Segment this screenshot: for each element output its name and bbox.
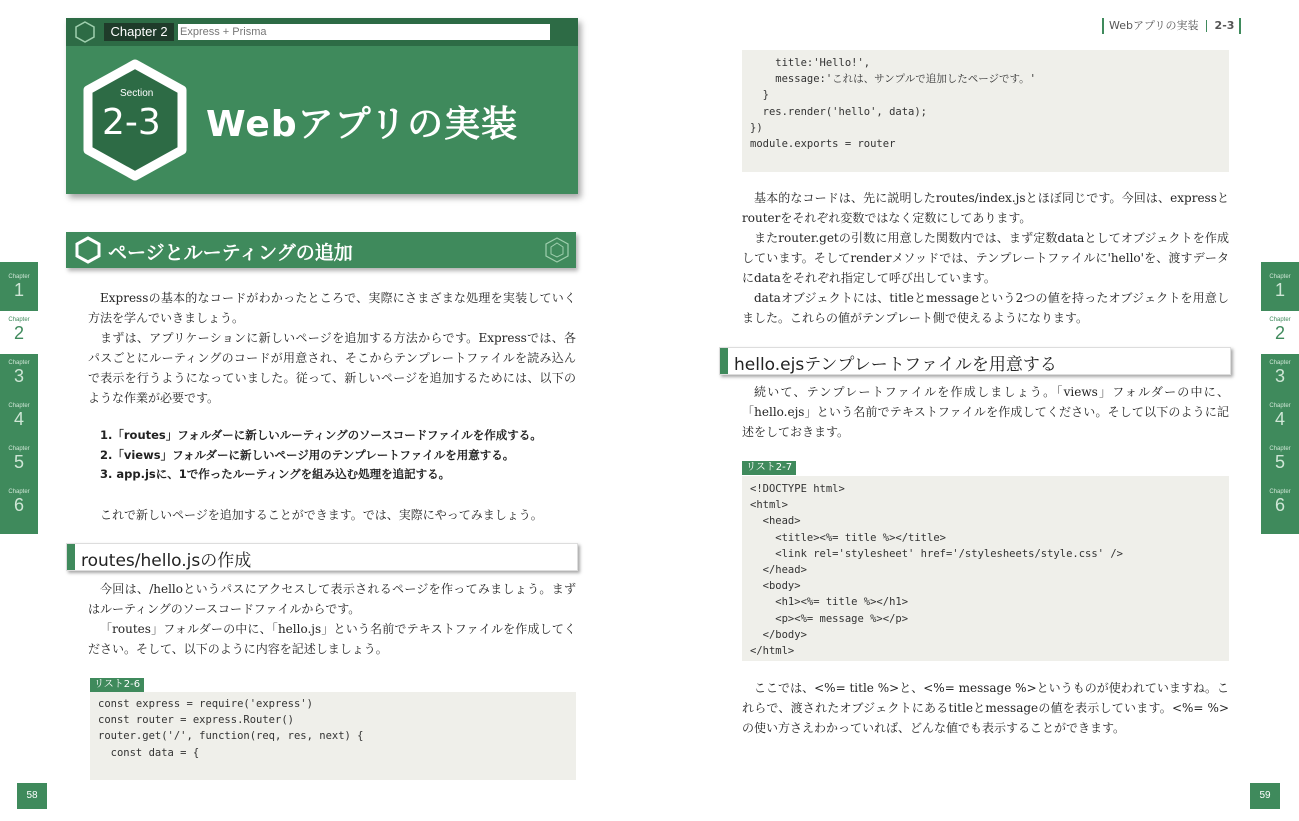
- chapter-tab-5[interactable]: [1261, 440, 1299, 483]
- tab-label: Chapter: [8, 446, 30, 452]
- code-line: message:'これは、サンプルで追加したページです。': [750, 73, 1037, 86]
- chapter-tab-1[interactable]: [1261, 268, 1299, 311]
- hexagon-deco-icon: [544, 237, 570, 263]
- tab-label: Chapter: [1269, 274, 1291, 280]
- heading-page-routing: [66, 232, 576, 268]
- tab-number: 6: [1274, 495, 1285, 515]
- code-line: <p><%= message %></p>: [750, 612, 909, 625]
- tab-label: Chapter: [1269, 403, 1291, 409]
- tab-label: Chapter: [8, 403, 30, 409]
- running-header: [1102, 18, 1241, 34]
- page-number-right: 59: [1250, 783, 1280, 809]
- list-item: 3. app.jsに、1で作ったルーティングを組み込む処理を追記する。: [100, 467, 451, 481]
- code-line: <title><%= title %></title>: [750, 531, 946, 544]
- paragraph: これで新しいページを追加することができます。では、実際にやってみましょう。: [100, 508, 543, 522]
- tab-number: 2: [1274, 323, 1285, 343]
- chapter-tab-1[interactable]: [0, 268, 38, 311]
- section-label: Section: [120, 88, 154, 99]
- chapter-label: Chapter 2: [104, 23, 174, 41]
- intro-text: [88, 288, 576, 408]
- tab-number: 1: [13, 280, 24, 300]
- paragraph: またrouter.getの引数に用意した関数内では、まず定数dataとしてオブジェクトを作成しています。そしてrenderメソッドでは、テンプレートファイルに'hello'を、渡すデータにdataをそれぞれ指定して呼び出しています。: [742, 231, 1229, 285]
- code-block-2-6-cont: [742, 50, 1229, 172]
- running-title: Webアプリの実装: [1109, 19, 1199, 32]
- tab-number: 6: [13, 495, 24, 515]
- chapter-banner: [66, 18, 578, 194]
- list-label: リスト2-6: [90, 678, 144, 692]
- hexagon-icon: [74, 236, 102, 264]
- code-line: res.render('hello', data);: [750, 105, 928, 118]
- code-block-2-6: [90, 692, 576, 780]
- chapter-tab-6[interactable]: [1261, 483, 1299, 526]
- code-line: <body>: [750, 580, 801, 593]
- code-line: }: [750, 89, 769, 102]
- heading-routes-hello: [66, 543, 578, 571]
- chapter-subtitle: Express + Prisma: [178, 24, 550, 40]
- code-line: <h1><%= title %></h1>: [750, 596, 909, 609]
- code-line: </body>: [750, 628, 807, 641]
- list-item: 1.「routes」フォルダーに新しいルーティングのソースコードファイルを作成する。: [100, 428, 542, 442]
- chapter-tabs-left: [0, 262, 38, 534]
- list-label: リスト2-7: [742, 461, 796, 475]
- tab-label: Chapter: [1269, 489, 1291, 495]
- tab-number: 3: [1274, 366, 1285, 386]
- code-line: const router = express.Router(): [98, 714, 294, 727]
- divider: [1206, 20, 1207, 32]
- paragraph: 続いて、テンプレートファイルを作成しましょう。「views」フォルダーの中に、「hello.ejs」という名前でテキストファイルを作成してください。そして以下のように記述をしておきます。: [742, 385, 1229, 439]
- heading-accent: [720, 348, 728, 374]
- code-line: <link rel='stylesheet' href='/stylesheets/style.css' />: [750, 547, 1123, 560]
- chapter-tab-3[interactable]: [0, 354, 38, 397]
- tab-number: 2: [13, 323, 24, 343]
- tab-number: 5: [1274, 452, 1285, 472]
- tab-label: Chapter: [8, 360, 30, 366]
- chapter-bar: [66, 18, 578, 46]
- tab-number: 3: [13, 366, 24, 386]
- section-title: Webアプリの実装: [206, 104, 519, 145]
- heading-text: ページとルーティングの追加: [108, 242, 353, 264]
- code-line: <!DOCTYPE html>: [750, 483, 845, 495]
- chapter-tab-2[interactable]: [0, 311, 38, 354]
- chapter-tab-4[interactable]: [0, 397, 38, 440]
- paragraph: 今回は、/helloというパスにアクセスして表示されるページを作ってみましょう。まずはルーティングのソースコードファイルからです。: [88, 582, 576, 616]
- tab-label: Chapter: [1269, 446, 1291, 452]
- heading-hello-ejs: [719, 347, 1231, 375]
- chapter-tab-2[interactable]: [1261, 311, 1299, 354]
- tab-number: 4: [1274, 409, 1285, 429]
- tab-number: 5: [13, 452, 24, 472]
- code-line: const data = {: [98, 746, 200, 759]
- explain-text: [742, 188, 1229, 328]
- heading-text: hello.ejsテンプレートファイルを用意する: [734, 355, 1057, 375]
- tab-number: 1: [1274, 280, 1285, 300]
- paragraph: ここでは、<%= title %>と、<%= message %>というものが使われていますね。これらで、渡されたオブジェクトにあるtitleとmessageの値を表示しています。<%= %>の使い方さえわかっていれば、どんな値でも表示することができます。: [742, 681, 1229, 735]
- code-block-2-7: [742, 476, 1229, 661]
- routes-text: [88, 579, 576, 659]
- tab-label: Chapter: [8, 274, 30, 280]
- paragraph: dataオブジェクトには、titleとmessageという2つの値を持ったオブジェクトを用意しました。これらの値がテンプレート側で使えるようになります。: [742, 291, 1229, 325]
- tab-label: Chapter: [8, 317, 30, 323]
- heading-text: routes/hello.jsの作成: [81, 551, 252, 571]
- tab-label: Chapter: [8, 489, 30, 495]
- code-line: }): [750, 121, 763, 134]
- code-line: title:'Hello!',: [750, 57, 871, 69]
- hexagon-icon: [74, 21, 96, 43]
- code-line: const express = require('express'): [98, 698, 313, 710]
- code-line: <head>: [750, 515, 801, 528]
- paragraph: 「routes」フォルダーの中に、「hello.js」という名前でテキストファイルを作成してください。そして、以下のように内容を記述しましょう。: [88, 622, 576, 656]
- section-number: 2-3: [102, 102, 161, 143]
- code-line: router.get('/', function(req, res, next) {: [98, 730, 364, 743]
- tab-label: Chapter: [1269, 317, 1291, 323]
- paragraph: Expressの基本的なコードがわかったところで、実際にさまざまな処理を実装していく方法を学んでいきましょう。: [88, 291, 576, 325]
- chapter-tabs-right: [1261, 262, 1299, 534]
- heading-accent: [67, 544, 75, 570]
- code-line: </html>: [750, 645, 795, 658]
- chapter-tab-5[interactable]: [0, 440, 38, 483]
- tab-number: 4: [13, 409, 24, 429]
- running-number: 2-3: [1214, 19, 1235, 32]
- list-item: 2.「views」フォルダーに新しいページ用のテンプレートファイルを用意する。: [100, 447, 515, 462]
- paragraph: 基本的なコードは、先に説明したroutes/index.jsとほぼ同じです。今回は、expressとrouterをそれぞれ変数ではなく定数にしてあります。: [742, 191, 1229, 225]
- code-line: module.exports = router: [750, 138, 896, 151]
- page-number-left: 58: [17, 783, 47, 809]
- code-line: </head>: [750, 564, 807, 577]
- tab-label: Chapter: [1269, 360, 1291, 366]
- chapter-tab-3[interactable]: [1261, 354, 1299, 397]
- steps-list: [100, 426, 576, 485]
- paragraph: まずは、アプリケーションに新しいページを追加する方法からです。Expressでは、各パスごとにルーティングのコードが用意され、そこからテンプレートファイルを読み込んで表示を行うようになっていました。従って、新しいページを追加するためには、以下のような作業が必要です。: [88, 331, 576, 405]
- code-line: <html>: [750, 499, 788, 512]
- chapter-tab-4[interactable]: [1261, 397, 1299, 440]
- chapter-tab-6[interactable]: [0, 483, 38, 526]
